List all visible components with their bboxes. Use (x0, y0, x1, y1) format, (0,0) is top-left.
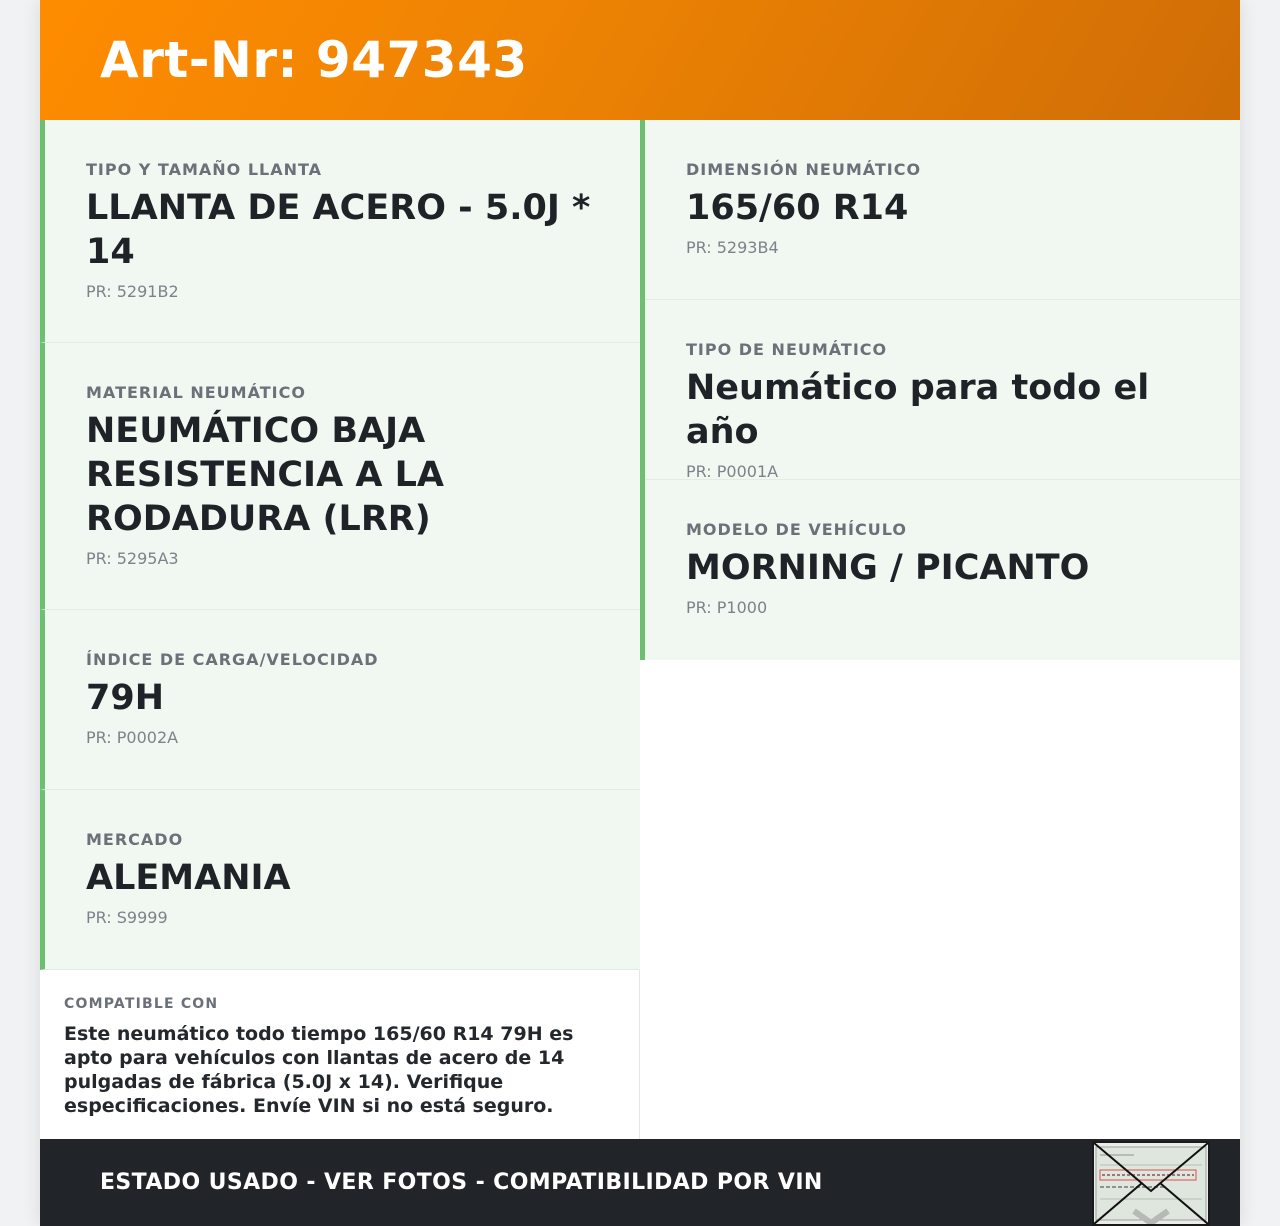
spec-card-load-speed (40, 610, 640, 790)
spec-value: NEUMÁTICO BAJA RESISTENCIA A LA RODADURA (LRR) (86, 411, 445, 539)
spec-pr-code: PR: P0001A (686, 462, 779, 481)
spec-label: MERCADO (86, 830, 184, 849)
spec-pr-code: PR: P0002A (86, 728, 179, 747)
footer-text: ESTADO USADO - VER FOTOS - COMPATIBILIDAD POR VIN (100, 1170, 823, 1195)
spec-card-rim (40, 120, 640, 343)
spec-value: 165/60 R14 (686, 188, 909, 228)
header-bar (40, 0, 1240, 120)
spec-pr-code: PR: S9999 (86, 908, 168, 927)
spec-card-tire-type (645, 300, 1240, 480)
spec-label: TIPO DE NEUMÁTICO (686, 340, 888, 359)
empty-area (640, 660, 1240, 1139)
envelope-icon[interactable] (1092, 1141, 1210, 1226)
spec-pr-code: PR: 5293B4 (686, 238, 779, 257)
spec-value: MORNING / PICANTO (686, 548, 1090, 588)
spec-label: DIMENSIÓN NEUMÁTICO (686, 160, 922, 179)
spec-label: ÍNDICE DE CARGA/VELOCIDAD (86, 650, 379, 669)
compatibility-label: COMPATIBLE CON (64, 996, 219, 1012)
spec-pr-code: PR: 5291B2 (86, 282, 179, 301)
spec-label: MATERIAL NEUMÁTICO (86, 383, 306, 402)
spec-card-market (40, 790, 640, 970)
spec-value: ALEMANIA (86, 858, 291, 898)
spec-card-dimension (645, 120, 1240, 300)
article-number-title: Art-Nr: 947343 (100, 31, 528, 89)
spec-value: Neumático para todo el año (686, 368, 1150, 452)
spec-label: TIPO Y TAMAÑO LLANTA (86, 160, 323, 179)
compatibility-section (40, 970, 640, 1139)
spec-pr-code: PR: P1000 (686, 598, 768, 617)
spec-label: MODELO DE VEHÍCULO (686, 520, 907, 539)
compatibility-text: Este neumático todo tiempo 165/60 R14 79H es apto para vehículos con llantas de acero de 14 pulgadas de fábrica (5.0J x 14). Verifique especificaciones. Envíe VIN si no está seguro. (64, 1023, 574, 1117)
spec-card-vehicle-model (645, 480, 1240, 660)
spec-pr-code: PR: 5295A3 (86, 549, 179, 568)
spec-card-material (40, 343, 640, 610)
registration-thumbnail-image (1094, 1143, 1208, 1224)
left-column (40, 120, 640, 970)
right-column (640, 120, 1240, 660)
footer-bar (40, 1139, 1240, 1226)
product-sheet (40, 0, 1240, 1226)
spec-value: LLANTA DE ACERO - 5.0J * 14 (86, 188, 591, 272)
spec-value: 79H (86, 678, 164, 718)
